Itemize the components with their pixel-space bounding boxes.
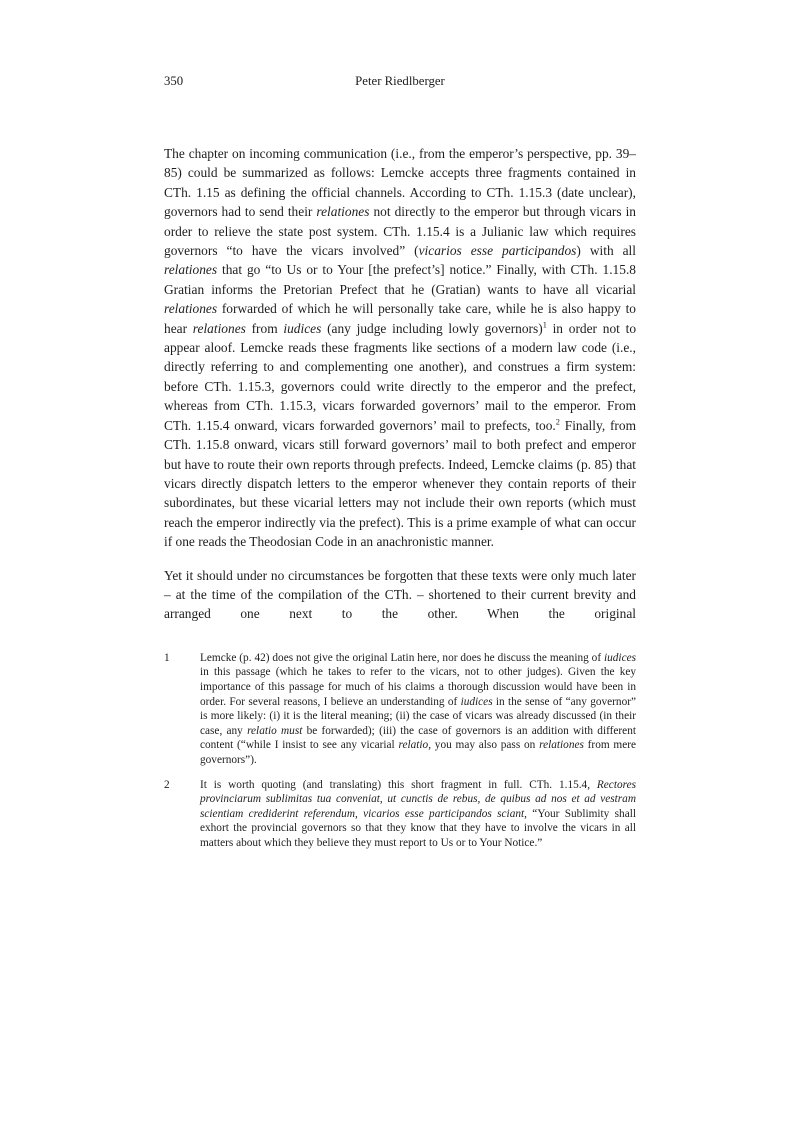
running-head-author: Peter Riedlberger — [355, 74, 445, 88]
text-column — [164, 73, 636, 850]
footnote-text: It is worth quoting (and translating) this short fragment in full. CTh. 1.15.4, Rectores provinciarum sublimitas tua conveniat, ut cunctis de rebus, de quibus ad nos et ad vestram scientiam crediderint referendum, vicarios esse participandos sciant, “Your Sublimity shall exhort the provincial governors so that they know that they have to involve the vicars in all matters about which they believe they must report to Us or to Your Notice.” — [200, 778, 636, 849]
paragraph: The chapter on incoming communication (i.e., from the emperor’s perspective, pp. 39–85) could be summarized as follows: Lemcke accepts three fragments contained in CTh. 1.15 as defining the official channels. According to CTh. 1.15.3 (date unclear), governors had to send their relationes not directly to the emperor but through vicars in order to relieve the state post system. CTh. 1.15.4 is a Julianic law which requires governors “to have the vicars involved” (vicarios esse participandos) with all relationes that go “to Us or to Your [the prefect’s] notice.” Finally, with CTh. 1.15.8 Gratian informs the Pretorian Prefect that he (Gratian) wants to have all vicarial relationes forwarded of which he will personally take care, while he is also happy to hear relationes from iudices (any judge including lowly governors)$^1$ in order not to appear aloof. Lemcke reads these fragments like sections of a modern law code (i.e., directly referring to and complementing one another), and construes a firm system: before CTh. 1.15.3, governors could write directly to the emperor and the prefect, whereas from CTh. 1.15.3, vicars forwarded governors’ mail to the emperor. From CTh. 1.15.4 onward, vicars forwarded governors’ mail to prefects, too.$^2$ Finally, from CTh. 1.15.8 onward, vicars still forward governors’ mail to both prefect and emperor but have to route their own reports through prefects. Indeed, Lemcke claims (p. 85) that vicars directly dispatch letters to the emperor whenever they contain reports of their subordinates, but these vicarial letters may not include their own reports (which must reach the emperor indirectly via the prefect). This is a prime example of what can occur if one reads the Theodosian Code in an anachronistic manner. — [164, 146, 637, 550]
footnote-text: Lemcke (p. 42) does not give the original Latin here, nor does he discuss the meaning of iudices in this passage (which he takes to refer to the vicars, not to other judges). Given the key importance of this passage for much of his claims a thorough discussion would have been in order. For several reasons, I believe an understanding of iudices in the sense of “any governor” is more likely: (i) it is the literal meaning; (ii) the case of vicars was already discussed (in their case, any relatio must be forwarded); (iii) the case of governors is an addition with different content (“while I insist to see any vicarial relatio, you may also pass on relationes from mere governors”). — [200, 651, 636, 766]
footnotes-section — [164, 651, 636, 851]
page-number: 350 — [164, 74, 184, 88]
main-text — [164, 144, 636, 624]
page-header — [164, 73, 636, 90]
footnote — [164, 651, 636, 768]
footnote-number: 1 — [164, 651, 170, 664]
paragraph: Yet it should under no circumstances be forgotten that these texts were only much later – at the time of the compilation of the CTh. – shortened to their current brevity and arranged one next to the other. When the original — [164, 567, 636, 622]
footnote — [164, 778, 636, 851]
footnote-number: 2 — [164, 778, 170, 791]
